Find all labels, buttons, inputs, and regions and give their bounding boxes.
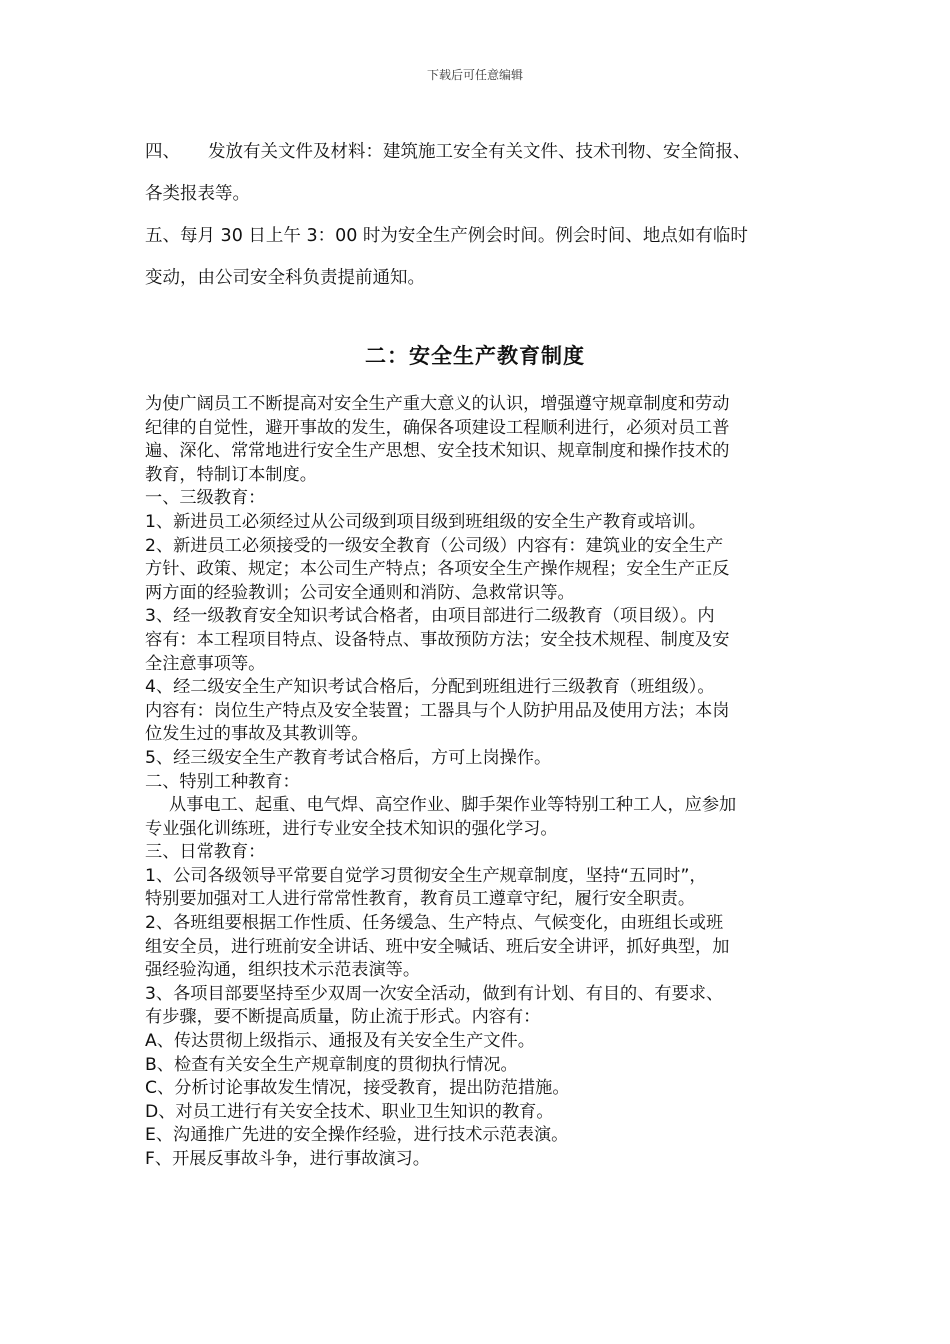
body-list-item-b: B、检查有关安全生产规章制度的贯彻执行情况。 — [145, 1054, 518, 1075]
body-heading-level-3: 三、日常教育： — [145, 842, 266, 863]
body-line: 位发生过的事故及其教训等。 — [145, 724, 369, 745]
header-note: 下载后可任意编辑 — [426, 68, 523, 82]
intro-item-4-number: 四、 — [145, 142, 180, 162]
body-line: 内容有：岗位生产特点及安全装置；工器具与个人防护用品及使用方法；本岗 — [145, 700, 730, 721]
body-list-item-c: C、分析讨论事故发生情况，接受教育，提出防范措施。 — [145, 1078, 570, 1099]
body-line: 遍、深化、常常地进行安全生产思想、安全技术知识、规章制度和操作技术的 — [145, 441, 730, 462]
body-line: 为使广阔员工不断提高对安全生产重大意义的认识，增强遵守规章制度和劳动 — [145, 394, 730, 414]
body-text-block — [145, 393, 815, 1172]
intro-block — [145, 136, 815, 304]
body-line: 纪律的自觉性，避开事故的发生，确保各项建设工程顺利进行，必须对员工普 — [145, 417, 730, 438]
body-line: 两方面的经验教训；公司安全通则和消防、急救常识等。 — [145, 582, 575, 603]
intro-item-4 — [145, 136, 815, 178]
body-line: 2、各班组要根据工作性质、任务缓急、生产特点、气候变化，由班组长或班 — [145, 913, 724, 934]
body-line-indented: 从事电工、起重、电气焊、高空作业、脚手架作业等特别工种工人，应参加 — [169, 795, 737, 816]
body-line: 有步骤，要不断提高质量，防止流于形式。内容有： — [145, 1007, 541, 1028]
body-line: 特别要加强对工人进行常常性教育，教育员工遵章守纪，履行安全职责。 — [145, 889, 696, 910]
body-line: 强经验沟通，组织技术示范表演等。 — [145, 960, 421, 981]
body-line: 1、公司各级领导平常要自觉学习贯彻安全生产规章制度，坚持“五同时”， — [145, 865, 707, 886]
body-line: 3、各项目部要坚持至少双周一次安全活动，做到有计划、有目的、有要求、 — [145, 983, 724, 1004]
body-line: 3、经一级教育安全知识考试合格者，由项目部进行二级教育（项目级）。内 — [145, 606, 715, 627]
section-title: 二：安全生产教育制度 — [365, 344, 585, 368]
body-list-item-a: A、传达贯彻上级指示、通报及有关安全生产文件。 — [145, 1031, 535, 1052]
body-line: 教育，特制订本制度。 — [145, 464, 317, 485]
body-line: 2、新进员工必须接受的一级安全教育（公司级）内容有：建筑业的安全生产 — [145, 535, 724, 556]
body-line: 容有：本工程项目特点、设备特点、事故预防方法；安全技术规程、制度及安 — [145, 629, 730, 650]
body-list-item-d: D、对员工进行有关安全技术、职业卫生知识的教育。 — [145, 1101, 554, 1122]
body-heading-level-1: 一、三级教育： — [145, 488, 266, 509]
body-line: 专业强化训练班，进行专业安全技术知识的强化学习。 — [145, 818, 558, 839]
intro-item-5-line-1: 五、每月 30 日上午 3：00 时为安全生产例会时间。例会时间、地点如有临时 — [145, 226, 748, 246]
body-list-item-f: F、开展反事故斗争，进行事故演习。 — [145, 1149, 430, 1169]
body-heading-level-2: 二、特别工种教育： — [145, 771, 300, 792]
intro-item-5-line-2: 变动，由公司安全科负责提前通知。 — [145, 268, 425, 288]
intro-item-4-continuation: 各类报表等。 — [145, 184, 250, 204]
body-line: 5、经三级安全生产教育考试合格后，方可上岗操作。 — [145, 747, 552, 768]
body-line: 方针、政策、规定；本公司生产特点；各项安全生产操作规程；安全生产正反 — [145, 559, 730, 580]
body-list-item-e: E、沟通推广先进的安全操作经验，进行技术示范表演。 — [145, 1125, 569, 1146]
intro-item-4-text: 发放有关文件及材料：建筑施工安全有关文件、技术刊物、安全简报、 — [208, 142, 751, 162]
body-line: 全注意事项等。 — [145, 653, 266, 674]
body-line: 组安全员，进行班前安全讲话、班中安全喊话、班后安全讲评，抓好典型，加 — [145, 936, 730, 957]
body-line: 4、经二级安全生产知识考试合格后，分配到班组进行三级教育（班组级）。 — [145, 677, 715, 698]
body-line: 1、新进员工必须经过从公司级到项目级到班组级的安全生产教育或培训。 — [145, 511, 706, 532]
